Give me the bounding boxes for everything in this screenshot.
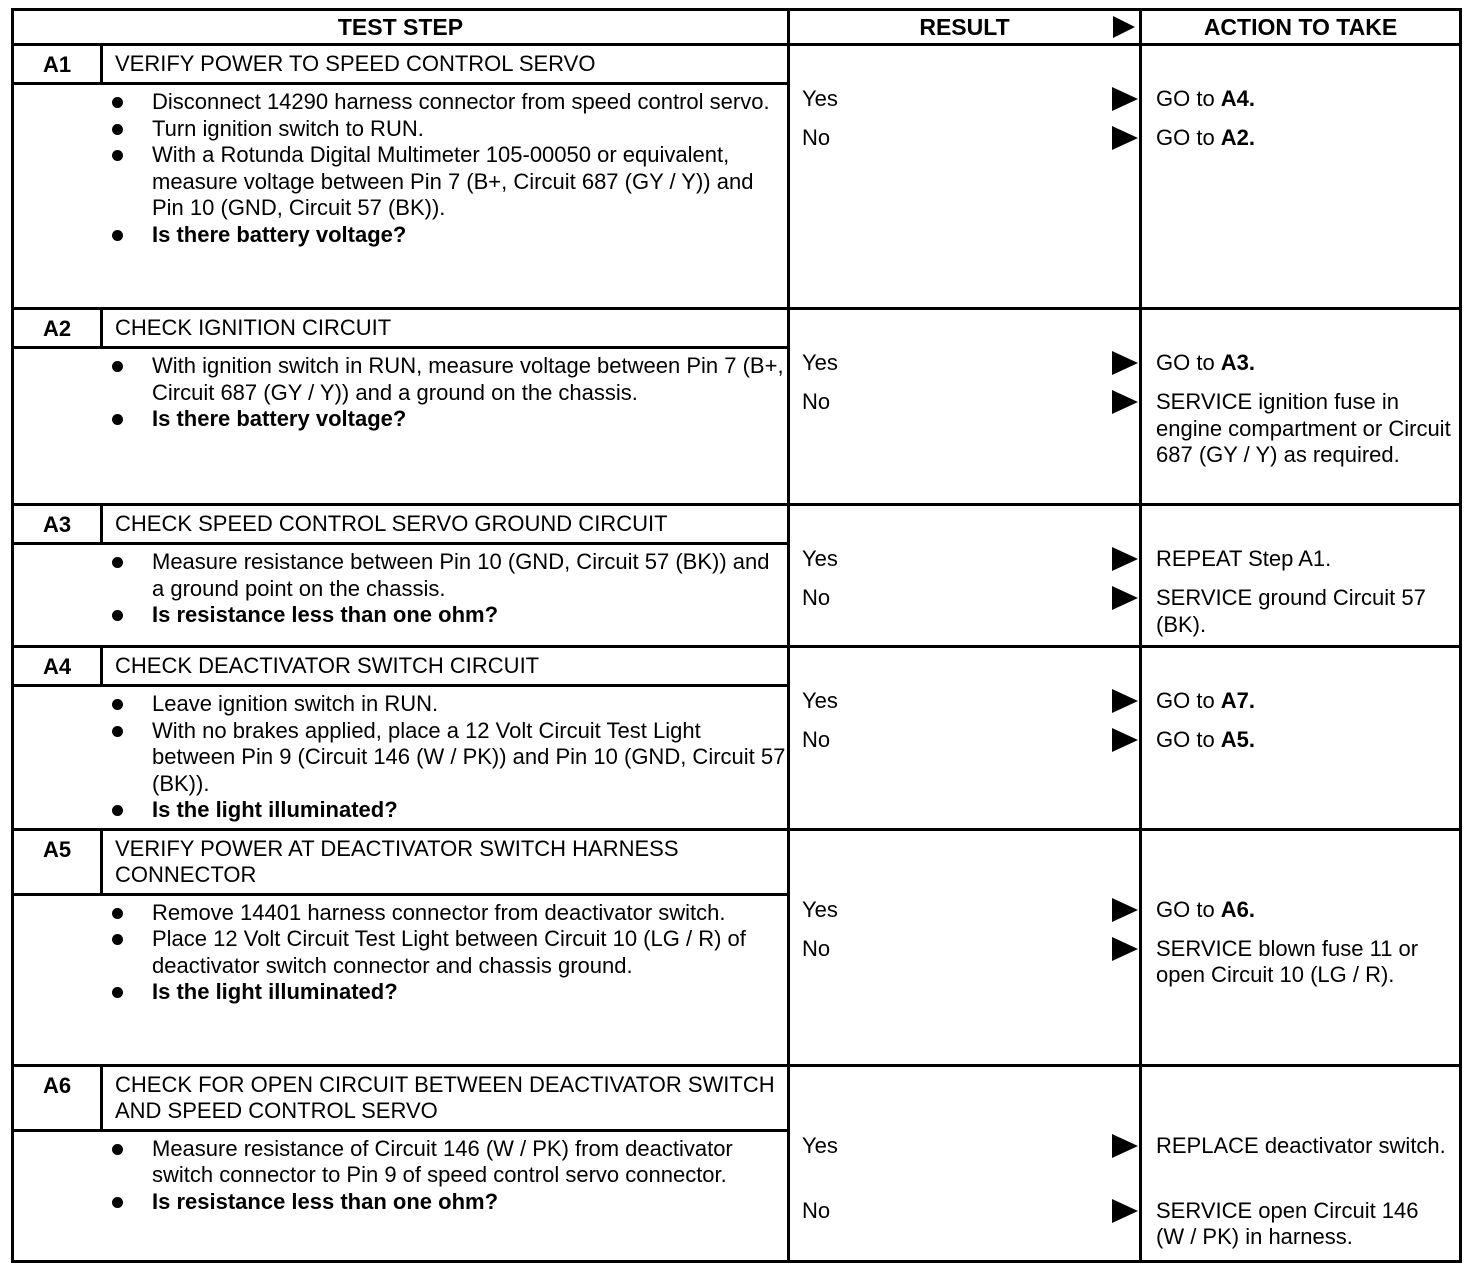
- step-title-row: [14, 831, 787, 896]
- question-text: Is the light illuminated?: [152, 979, 398, 1004]
- result-no: [802, 125, 1138, 151]
- step-id: A6: [42, 1072, 72, 1098]
- bullet-icon: [112, 987, 123, 998]
- action-yes-target: A4.: [1220, 86, 1256, 111]
- step-id: A5: [42, 836, 72, 862]
- action-yes: [1156, 897, 1451, 924]
- instruction-item: [112, 142, 787, 222]
- arrow-icon: [1112, 728, 1138, 752]
- step-instructions: [14, 545, 787, 633]
- action-no-text: SERVICE open Circuit 146 (W / PK) in harness.: [1156, 1197, 1419, 1249]
- instruction-item: [112, 549, 787, 602]
- instruction-text: Measure resistance of Circuit 146 (W / PK) from deactivator switch connector to Pin 9 of speed control servo connector.: [152, 1135, 733, 1187]
- step-question: [112, 1189, 787, 1216]
- action-yes: [1156, 350, 1451, 377]
- step-row-a5: [13, 829, 1461, 1065]
- step-id: A4: [42, 654, 72, 679]
- step-title: CHECK SPEED CONTROL SERVO GROUND CIRCUIT: [100, 506, 790, 542]
- question-text: Is resistance less than one ohm?: [152, 602, 499, 627]
- bullet-icon: [112, 124, 123, 135]
- instruction-item: [112, 900, 787, 927]
- instruction-text: Turn ignition switch to RUN.: [152, 115, 424, 141]
- result-yes-label: Yes: [802, 896, 838, 922]
- instruction-item: [112, 718, 787, 798]
- step-id: A1: [42, 52, 72, 77]
- result-cell: [789, 647, 1141, 830]
- result-no: [802, 1198, 1138, 1224]
- action-cell: [1141, 505, 1461, 647]
- result-yes: [802, 546, 1138, 572]
- header-action: ACTION TO TAKE: [1141, 10, 1461, 45]
- action-yes: [1156, 1133, 1451, 1160]
- result-no-label: No: [802, 727, 831, 752]
- step-question: [112, 797, 787, 824]
- action-no: [1156, 125, 1451, 152]
- step-instructions: [14, 896, 787, 1010]
- action-yes-target: A7.: [1220, 688, 1256, 713]
- bullet-icon: [112, 557, 123, 568]
- test-step-cell: [13, 45, 789, 309]
- question-text: Is there battery voltage?: [152, 406, 407, 431]
- step-title-row: [14, 1067, 787, 1132]
- arrow-icon: [1112, 351, 1138, 375]
- action-no-target: A2.: [1220, 125, 1256, 150]
- action-no-text: GO to: [1156, 125, 1221, 150]
- bullet-icon: [112, 610, 123, 621]
- step-title: CHECK IGNITION CIRCUIT: [100, 310, 790, 346]
- instruction-item: [112, 691, 787, 718]
- action-cell: [1141, 45, 1461, 309]
- action-no-text: SERVICE ground Circuit 57 (BK).: [1156, 585, 1426, 637]
- action-no-target: A5.: [1220, 727, 1256, 752]
- instruction-text: Disconnect 14290 harness connector from speed control servo.: [152, 89, 770, 114]
- step-instructions: [14, 1132, 787, 1220]
- result-no-label: No: [802, 389, 831, 414]
- action-yes-text: GO to: [1156, 350, 1221, 375]
- action-cell: [1141, 309, 1461, 505]
- step-row-a6: [13, 1065, 1461, 1261]
- instruction-item: [112, 89, 787, 116]
- result-yes: [802, 1133, 1138, 1159]
- action-yes-text: REPLACE deactivator switch.: [1156, 1132, 1446, 1158]
- instruction-text: Remove 14401 harness connector from deactivator switch.: [152, 899, 726, 925]
- result-no: [802, 389, 1138, 415]
- result-no: [802, 727, 1138, 753]
- step-title-row: [14, 310, 787, 349]
- action-no: [1156, 389, 1451, 469]
- question-text: Is there battery voltage?: [152, 221, 407, 247]
- header-test-step: TEST STEP: [13, 10, 789, 45]
- step-question: [112, 602, 787, 629]
- action-cell: [1141, 647, 1461, 830]
- arrow-icon: [1112, 1199, 1138, 1223]
- result-cell: [789, 829, 1141, 1065]
- result-no-label: No: [802, 585, 831, 610]
- instruction-text: Place 12 Volt Circuit Test Light between Circuit 10 (LG / R) of deactivator switch connector and chassis ground.: [152, 926, 746, 978]
- step-row-a4: [13, 647, 1461, 830]
- result-yes: [802, 688, 1138, 714]
- step-title: CHECK DEACTIVATOR SWITCH CIRCUIT: [100, 648, 790, 684]
- action-yes-text: GO to: [1156, 688, 1221, 713]
- bullet-icon: [112, 230, 123, 241]
- result-yes-label: Yes: [802, 1132, 838, 1158]
- instruction-text: Measure resistance between Pin 10 (GND, Circuit 57 (BK)) and a ground point on the chassis.: [152, 549, 770, 601]
- arrow-icon: [1112, 586, 1138, 610]
- instruction-item: [112, 116, 787, 143]
- result-yes-label: Yes: [802, 688, 838, 713]
- action-yes: [1156, 86, 1451, 113]
- bullet-icon: [112, 699, 123, 710]
- bullet-icon: [112, 97, 123, 108]
- result-no-label: No: [802, 935, 831, 961]
- bullet-icon: [112, 1197, 123, 1208]
- instruction-text: With ignition switch in RUN, measure voltage between Pin 7 (B+, Circuit 687 (GY / Y)) and a ground on the chassis.: [152, 353, 784, 405]
- question-text: Is the light illuminated?: [152, 797, 398, 822]
- result-cell: [789, 309, 1141, 505]
- result-no: [802, 585, 1138, 611]
- step-title-row: [14, 46, 787, 85]
- step-instructions: [14, 85, 787, 252]
- test-step-cell: [13, 505, 789, 647]
- result-yes-label: Yes: [802, 86, 838, 111]
- result-cell: [789, 45, 1141, 309]
- arrow-icon: [1112, 689, 1138, 713]
- result-cell: [789, 505, 1141, 647]
- action-no: [1156, 936, 1451, 989]
- action-cell: [1141, 1065, 1461, 1261]
- step-instructions: [14, 349, 787, 437]
- step-instructions: [14, 687, 787, 828]
- action-yes-text: REPEAT Step A1.: [1156, 546, 1332, 571]
- action-yes: [1156, 546, 1451, 573]
- question-text: Is resistance less than one ohm?: [152, 1188, 499, 1214]
- action-no: [1156, 727, 1451, 754]
- step-row-a2: [13, 309, 1461, 505]
- action-yes-text: GO to: [1156, 86, 1221, 111]
- action-no: [1156, 1198, 1451, 1251]
- test-step-cell: [13, 1065, 789, 1261]
- arrow-icon: [1112, 87, 1138, 111]
- header-row: [13, 10, 1461, 45]
- step-title: VERIFY POWER TO SPEED CONTROL SERVO: [100, 46, 790, 82]
- bullet-icon: [112, 150, 123, 161]
- action-yes-text: GO to: [1156, 896, 1221, 922]
- arrow-icon: [1112, 937, 1138, 961]
- test-step-cell: [13, 309, 789, 505]
- result-yes: [802, 897, 1138, 923]
- result-yes-label: Yes: [802, 546, 838, 571]
- instruction-text: With no brakes applied, place a 12 Volt Circuit Test Light between Pin 9 (Circuit 146 (W / PK)) and Pin 10 (GND, Circuit 57 (BK)).: [152, 717, 786, 796]
- action-no: [1156, 585, 1451, 638]
- result-no: [802, 936, 1138, 962]
- bullet-icon: [112, 361, 123, 372]
- step-id: A3: [42, 512, 72, 537]
- instruction-item: [112, 353, 787, 406]
- action-no-text: SERVICE blown fuse 11 or open Circuit 10 (LG / R).: [1156, 935, 1419, 987]
- step-question: [112, 406, 787, 433]
- action-no-text: SERVICE ignition fuse in engine compartment or Circuit 687 (GY / Y) as required.: [1156, 389, 1451, 467]
- step-row-a3: [13, 505, 1461, 647]
- result-cell: [789, 1065, 1141, 1261]
- bullet-icon: [112, 934, 123, 945]
- arrow-icon: [1112, 1134, 1138, 1158]
- step-question: [112, 979, 787, 1006]
- test-step-cell: [13, 829, 789, 1065]
- arrow-icon: [1112, 898, 1138, 922]
- instruction-item: [112, 926, 787, 979]
- result-yes: [802, 86, 1138, 112]
- header-result: [789, 10, 1141, 45]
- arrow-icon: [1112, 126, 1138, 150]
- action-yes-target: A6.: [1220, 896, 1256, 922]
- result-no-label: No: [802, 125, 831, 150]
- step-row-a1: [13, 45, 1461, 309]
- step-title-row: [14, 648, 787, 687]
- bullet-icon: [112, 1144, 123, 1155]
- result-no-label: No: [802, 1197, 831, 1223]
- bullet-icon: [112, 908, 123, 919]
- bullet-icon: [112, 726, 123, 737]
- action-yes: [1156, 688, 1451, 715]
- bullet-icon: [112, 805, 123, 816]
- arrow-icon: [1112, 390, 1138, 414]
- result-yes-label: Yes: [802, 350, 838, 375]
- step-id: A2: [42, 316, 72, 341]
- arrow-icon: [1113, 16, 1135, 38]
- step-question: [112, 222, 787, 249]
- diagnostic-table: [11, 8, 1462, 1263]
- action-yes-target: A3.: [1220, 350, 1256, 375]
- test-step-cell: [13, 647, 789, 830]
- instruction-text: With a Rotunda Digital Multimeter 105-00050 or equivalent, measure voltage between Pin 7 (B+, Circuit 687 (GY / Y)) and Pin 10 (GND, Circuit 57 (BK)).: [152, 142, 754, 220]
- instruction-item: [112, 1136, 787, 1189]
- step-title: CHECK FOR OPEN CIRCUIT BETWEEN DEACTIVATOR SWITCH AND SPEED CONTROL SERVO: [100, 1067, 790, 1129]
- action-no-text: GO to: [1156, 727, 1221, 752]
- arrow-icon: [1112, 547, 1138, 571]
- bullet-icon: [112, 414, 123, 425]
- result-yes: [802, 350, 1138, 376]
- action-cell: [1141, 829, 1461, 1065]
- step-title: VERIFY POWER AT DEACTIVATOR SWITCH HARNESS CONNECTOR: [100, 831, 790, 893]
- step-title-row: [14, 506, 787, 545]
- instruction-text: Leave ignition switch in RUN.: [152, 691, 439, 716]
- header-result-label: RESULT: [919, 14, 1010, 40]
